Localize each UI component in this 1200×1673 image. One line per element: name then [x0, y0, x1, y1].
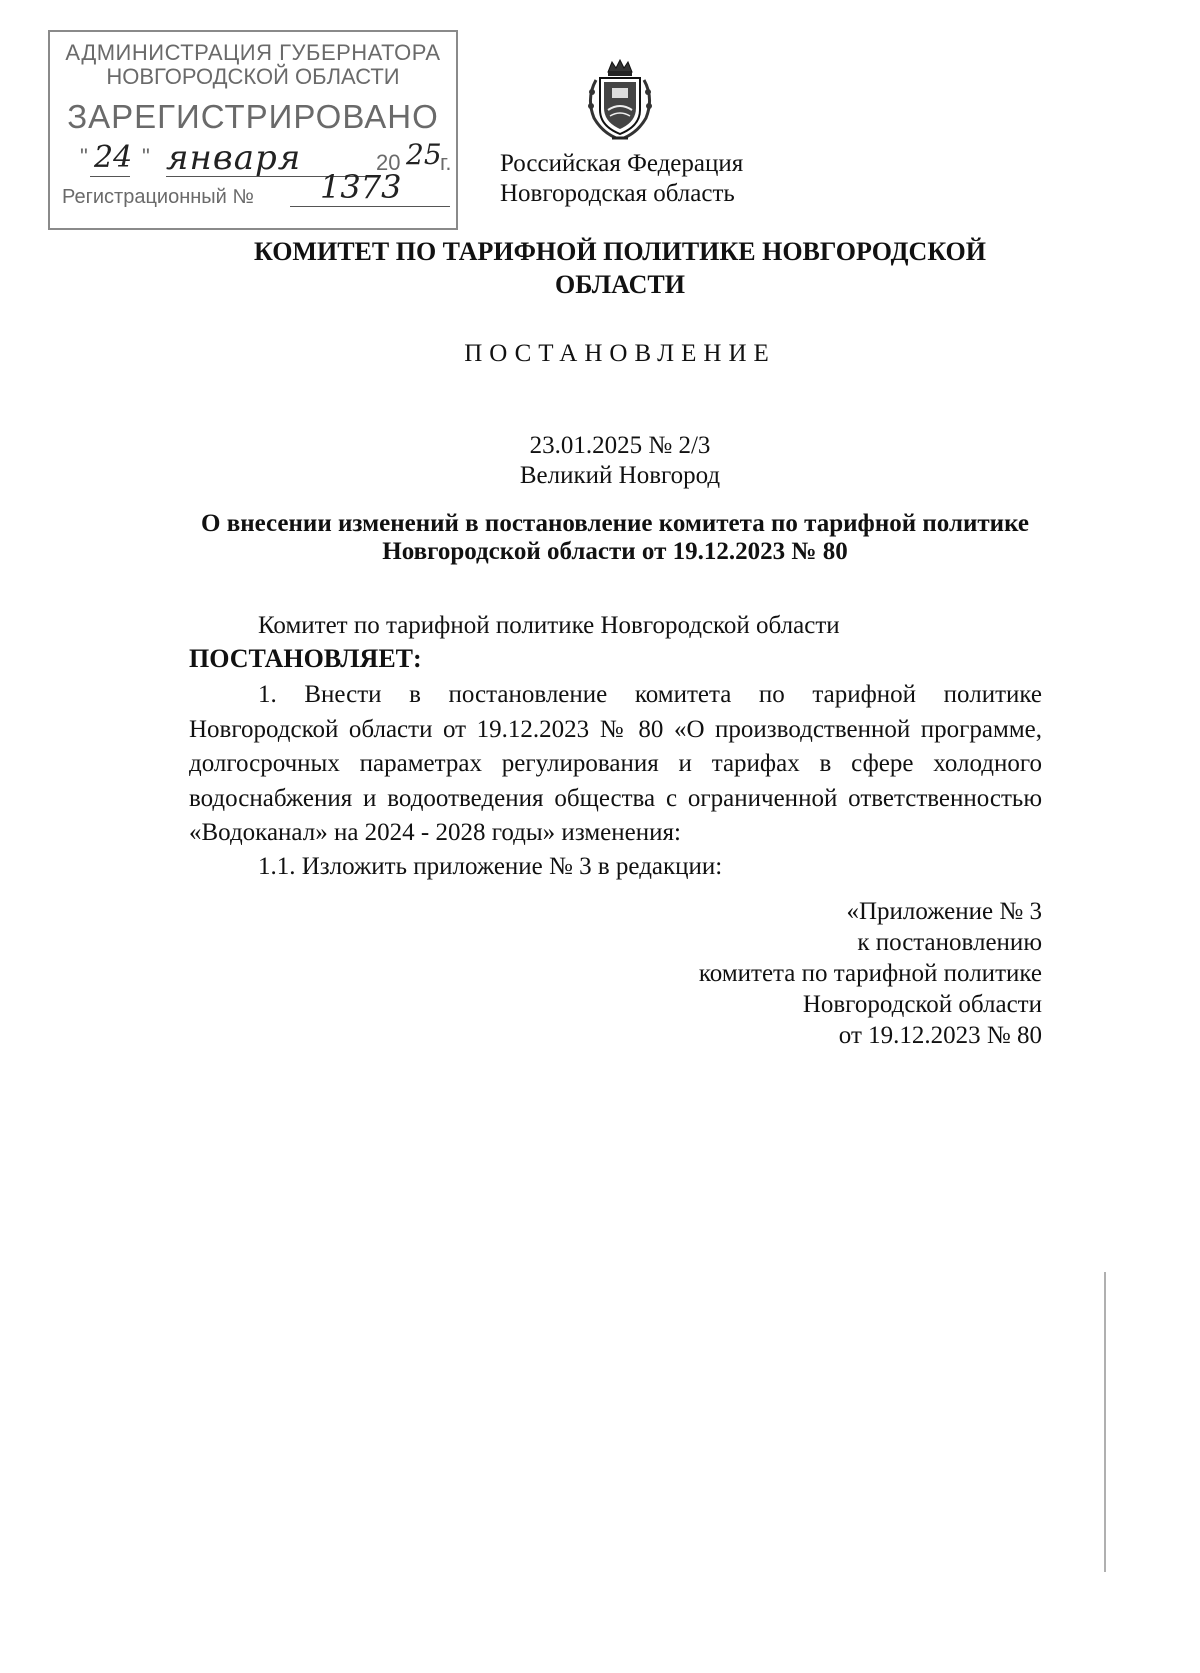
stamp-regnum-value: 1373: [320, 168, 402, 206]
novgorod-coat-of-arms-icon: [582, 58, 658, 142]
stamp-quote-close: ": [142, 144, 150, 169]
committee-name: КОМИТЕТ ПО ТАРИФНОЙ ПОЛИТИКЕ НОВГОРОДСКОЙ ОБЛАСТИ: [254, 237, 986, 299]
stamp-regnum-label: Регистрационный №: [62, 186, 254, 208]
stamp-day-line: [90, 176, 130, 177]
document-type: ПОСТАНОВЛЕНИЕ: [464, 340, 776, 367]
region-name: Новгородская область: [500, 180, 735, 207]
document-subject: О внесении изменений в постановление комитета по тарифной политике Новгородской области от 19.12.2023 № 80: [201, 510, 1029, 565]
stamp-quote-open: ": [80, 144, 88, 169]
document-city: Великий Новгород: [519, 462, 721, 489]
registration-stamp: [48, 30, 458, 230]
stamp-year-prefix: 20: [376, 150, 401, 175]
stamp-month: января: [166, 138, 302, 178]
stamp-regnum-line: [290, 206, 450, 207]
body-resolves: ПОСТАНОВЛЯЕТ:: [189, 644, 422, 673]
stamp-registered: ЗАРЕГИСТРИРОВАНО: [67, 98, 439, 135]
body-paragraph-1: 1. Внести в постановление комитета по тарифной политике Новгородской области от 19.12.2023 № 80 «О производственной программе, долгосрочных параметрах регулирования и тарифах в сфере холодного водоснабжения и водоотведения общества с ограниченной ответственностью «Водоканал» на 2024 - 2028 годы» изменения:: [189, 681, 1042, 846]
body-paragraph-1-1: 1.1. Изложить приложение № 3 в редакции:: [258, 853, 723, 880]
stamp-day: 24: [94, 140, 133, 175]
appendix-line: комитета по тарифной политике: [698, 960, 1042, 987]
appendix-line: от 19.12.2023 № 80: [838, 1022, 1042, 1049]
stamp-issuer-line2: НОВГОРОДСКОЙ ОБЛАСТИ: [106, 64, 400, 89]
appendix-line: «Приложение № 3: [846, 898, 1042, 925]
country-name: Российская Федерация: [500, 150, 744, 177]
stamp-year-unit: г.: [440, 150, 452, 175]
document-date-number: 23.01.2025 № 2/3: [529, 432, 711, 459]
appendix-line: Новгородской области: [802, 991, 1042, 1018]
appendix-reference: [699, 896, 1042, 1051]
appendix-line: к постановлению: [857, 929, 1042, 956]
body-intro: Комитет по тарифной политике Новгородской области: [258, 612, 840, 639]
stamp-issuer-line1: АДМИНИСТРАЦИЯ ГУБЕРНАТОРА: [65, 40, 441, 65]
stamp-year-suffix: 25: [406, 138, 442, 171]
scan-margin-line: [1104, 1272, 1106, 1572]
